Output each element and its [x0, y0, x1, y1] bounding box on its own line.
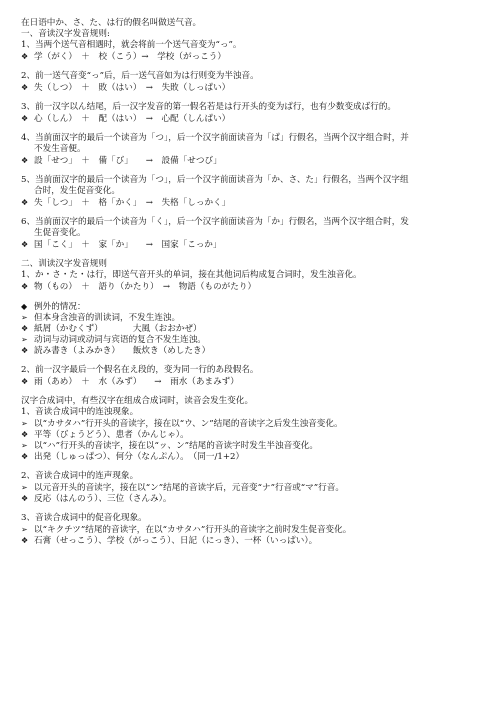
- example-text: 学（がく） ＋ 校（こう）→ 学校（がっこう）: [34, 52, 226, 62]
- example-text: 出発（しゅっぱつ）、何分（なんぷん）。 （同一/1+2）: [34, 452, 245, 462]
- example-item: [21, 239, 476, 250]
- compound-rule: [21, 482, 476, 493]
- exception-item: [21, 334, 476, 345]
- example-item: [21, 535, 476, 546]
- example-text: 心（しん） ＋ 配（はい） → 心配（しんぱい）: [34, 114, 231, 124]
- compound-intro: 汉字合成词中，有些汉字在组成合成词时，读音会发生变化。: [21, 396, 254, 406]
- example-text: 雨（あめ） ＋ 水（みず） → 雨水（あまみず）: [34, 377, 239, 387]
- diamond-bullet-icon: ❖: [21, 536, 29, 545]
- compound-2-title: 2、音读合成词中的连声现象。: [21, 471, 139, 481]
- example-item: [21, 429, 476, 440]
- exception-text: 但本身含浊音的训读词，不发生连浊。: [34, 313, 181, 323]
- compound-rule: [21, 524, 476, 535]
- diamond-bullet-icon: ❖: [21, 430, 29, 439]
- example-item: [21, 376, 476, 387]
- compound-3-title: 3、音读合成词中的促音化现象。: [21, 513, 147, 523]
- example-text: 石膏（せっこう）、学校（がっこう）、日記（にっき）、一杯（いっぱい）。: [34, 536, 318, 546]
- rule-1-4-text: 4、当前面汉字的最后一个读音为「つ」，后一个汉字前面读音为「ぱ」行假名，当两个汉字组合时，并: [21, 133, 409, 143]
- arrowhead-bullet-icon: ➢: [21, 441, 28, 450]
- diamond-bullet-icon: ❖: [21, 346, 29, 355]
- example-text: 反応（はんのう）、三位（さんみ）。: [34, 494, 172, 504]
- example-item: [21, 113, 476, 124]
- exception-item: [21, 312, 476, 323]
- example-item: [21, 82, 476, 93]
- rule-1-1-text: 1、当两个送气音相遇时，就会将前一个送气音变为“っ”。: [21, 40, 242, 50]
- rule-1-5-text-cont: 合时，发生促音变化。: [34, 186, 120, 196]
- compound-1-title: 1、音读合成词中的连浊现象。: [21, 407, 139, 417]
- diamond-bullet-icon: ❖: [21, 494, 29, 503]
- compound-rule: [21, 418, 476, 429]
- example-text: 国「こく」 ＋ 家「か」 → 国家「こっか」: [34, 240, 222, 250]
- example-item: [21, 155, 476, 166]
- diamond-bullet-icon: ❖: [21, 377, 29, 386]
- intro-line: 在日语中か、さ、た、は行的假名叫做送气音。: [21, 18, 202, 28]
- section-2-title: 二、训读汉字发音规则: [21, 259, 107, 269]
- diamond-bullet-icon: ❖: [21, 156, 29, 165]
- rule-1-2-text: 2、前一送气音变“っ”后，后一送气音如为は行则变为半浊音。: [21, 71, 259, 81]
- rule-2-1-text: 1、か・さ・た・は行，即送气音开头的单词，接在其他词后构成复合词时，发生浊音化。: [21, 270, 362, 280]
- diamond-bullet-icon: ❖: [21, 240, 29, 249]
- example-item: [21, 493, 476, 504]
- exception-example: [21, 345, 476, 356]
- example-item: [21, 451, 476, 462]
- diamond-bullet-icon: ❖: [21, 282, 29, 291]
- compound-rule-text: 以“ハ”行开头的音读字，接在以“ッ、ン”结尾的音读字时发生半浊音变化。: [34, 441, 318, 451]
- section-1-title: 一、音读汉字发音规则:: [21, 29, 110, 39]
- exception-example-text: 紙屑（かむくず） 大風（おおかぜ）: [34, 324, 202, 334]
- diamond-bullet-icon: ❖: [21, 452, 29, 461]
- compound-rule-text: 以“キクチツ”结尾的音读字，在以“カサタハ”行开头的音读字之前时发生促音变化。: [34, 525, 352, 535]
- compound-rule-text: 以元音开头的音读字，接在以“ン”结尾的音读字后，元音变“ナ”行音或“マ”行音。: [34, 483, 344, 493]
- diamond-bullet-icon: ❖: [21, 83, 29, 92]
- rule-1-3-text: 3、前一汉字以ん结尾，后一汉字发音的第一假名若是は行开头的变为ぱ行，也有少数变成ば行的。: [21, 102, 397, 112]
- arrowhead-bullet-icon: ➢: [21, 313, 28, 322]
- arrowhead-bullet-icon: ➢: [21, 483, 28, 492]
- arrowhead-bullet-icon: ➢: [21, 419, 28, 428]
- exception-example: [21, 323, 476, 334]
- example-text: 失（しつ） ＋ 敗（はい） → 失敗（しっぱい）: [34, 83, 231, 93]
- compound-rule: [21, 440, 476, 451]
- example-item: [21, 281, 476, 292]
- arrowhead-bullet-icon: ➢: [21, 335, 28, 344]
- rule-1-6-text-cont: 生促音变化。: [34, 228, 86, 238]
- example-text: 失「しつ」 ＋ 格「かく」 → 失格「しっかく」: [34, 198, 231, 208]
- example-text: 平等（びょうどう）、患者（かんじゃ）。: [34, 430, 189, 440]
- rule-1-5-text: 5、当前面汉字的最后一个读音为「つ」，后一个汉字前面读音为「か、さ、た」行假名，当两个汉字组: [21, 175, 409, 185]
- arrowhead-bullet-icon: ➢: [21, 525, 28, 534]
- rule-1-6-text: 6、当前面汉字的最后一个读音为「く」，后一个汉字前面读音为「か」行假名，当两个汉字组合时，发: [21, 217, 409, 227]
- diamond-bullet-icon: ❖: [21, 198, 29, 207]
- black-diamond-icon: ◆: [21, 302, 28, 311]
- diamond-bullet-icon: ❖: [21, 324, 29, 333]
- exception-example-text: 読み書き（よみかき） 飯炊き（めしたき）: [34, 346, 211, 356]
- example-item: [21, 197, 476, 208]
- diamond-bullet-icon: ❖: [21, 52, 29, 61]
- example-text: 設「せつ」 ＋ 備「び」 → 設備「せつび」: [34, 156, 222, 166]
- rule-1-4-text-cont: 不发生音便。: [34, 144, 86, 154]
- exceptions-title-text: 例外的情况：: [34, 302, 86, 312]
- diamond-bullet-icon: ❖: [21, 114, 29, 123]
- rule-2-2-text: 2、前一汉字最后一个假名在え段的，变为同一行的あ段假名。: [21, 365, 259, 375]
- compound-rule-text: 以“カサタハ”行开头的音读字，接在以“ウ、ン”结尾的音读字之后发生浊音变化。: [34, 419, 343, 429]
- example-item: [21, 51, 476, 62]
- exception-text: 动词与动词或动词与宾语的复合不发生连浊。: [34, 335, 206, 345]
- exceptions-title: [21, 301, 476, 312]
- example-text: 物（もの） ＋ 語り（かたり） → 物語（ものがたり）: [34, 282, 257, 292]
